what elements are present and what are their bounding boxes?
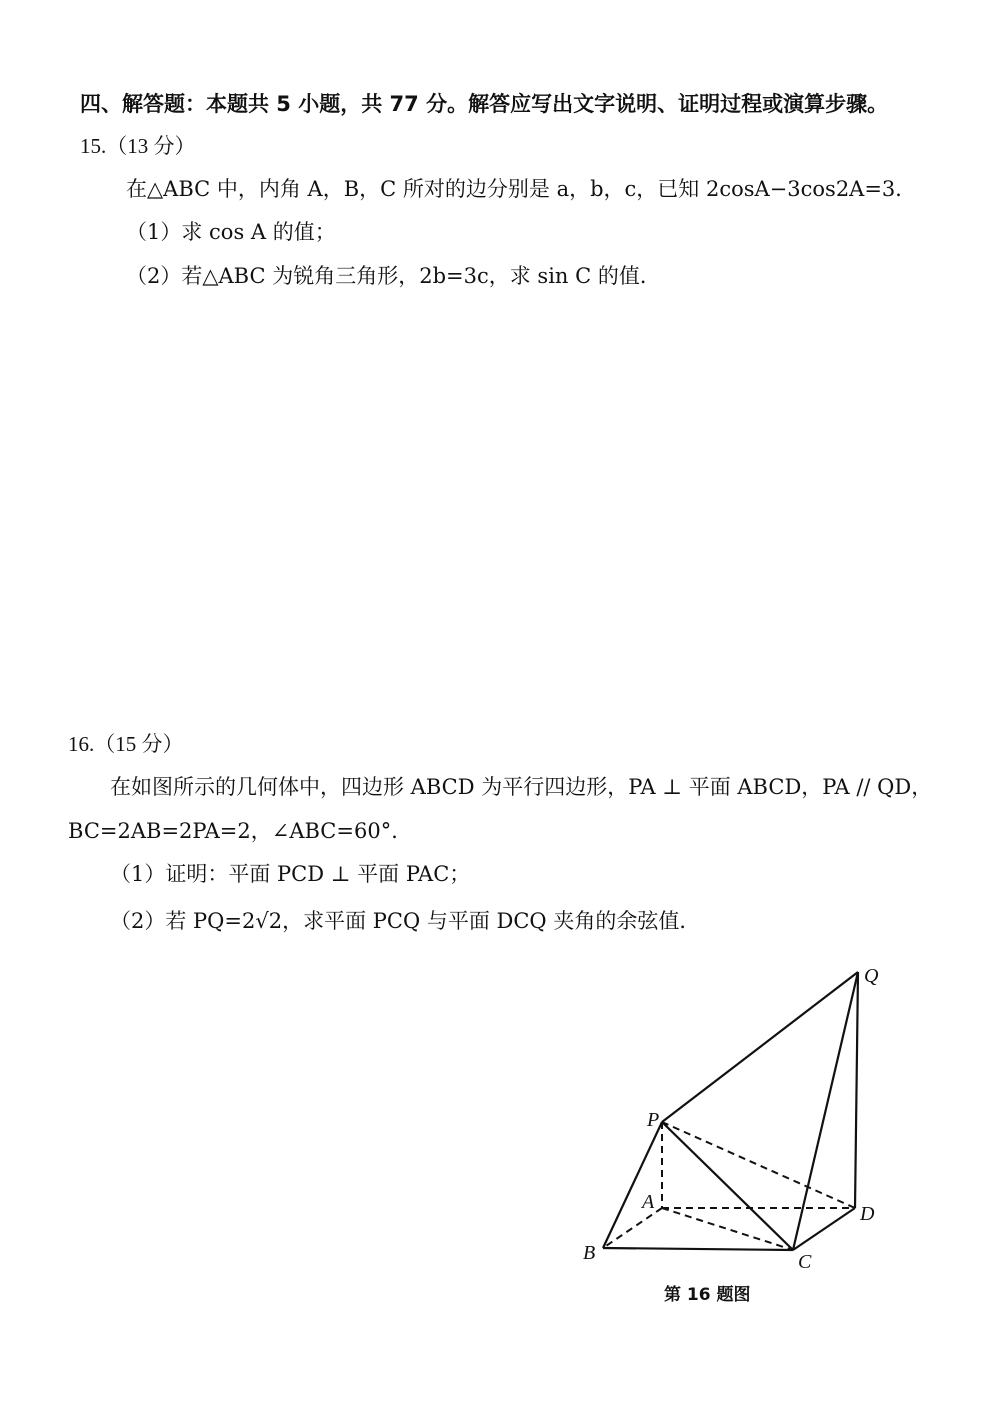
question-15-part-1: （1）求 cos A 的值； (126, 220, 336, 244)
vertex-label-P: P (647, 1109, 660, 1131)
edge-PC (662, 1122, 793, 1250)
question-16-part-2: （2）若 PQ=2√2，求平面 PCQ 与平面 DCQ 夹角的余弦值． (110, 909, 701, 933)
question-16-stem-line-1: 在如图所示的几何体中，四边形 ABCD 为平行四边形，PA ⊥ 平面 ABCD，PA // QD， (110, 775, 933, 799)
vertex-label-Q: Q (864, 965, 879, 987)
vertex-label-A: A (642, 1191, 655, 1213)
vertex-label-D: D (860, 1203, 875, 1225)
edge-BC (603, 1248, 793, 1250)
question-16-stem-line-2: BC=2AB=2PA=2，∠ABC=60°． (68, 819, 413, 843)
vertex-label-C: C (798, 1251, 812, 1273)
question-16-number: 16.（15 分） (68, 732, 184, 756)
section-title: 四、解答题：本题共 5 小题，共 77 分。解答应写出文字说明、证明过程或演算步骤。 (80, 92, 889, 116)
vertex-label-B: B (583, 1242, 596, 1264)
question-15-stem: 在△ABC 中，内角 A，B，C 所对的边分别是 a，b，c，已知 2cosA−3cos2A=3． (126, 177, 917, 201)
edge-PD (662, 1122, 855, 1208)
geometry-figure-svg (570, 955, 900, 1273)
figure-caption: 第 16 题图 (664, 1285, 751, 1305)
geometry-figure (570, 955, 900, 1273)
question-16-part-1: （1）证明：平面 PCD ⊥ 平面 PAC； (110, 862, 471, 886)
edge-AC (662, 1208, 793, 1250)
edge-QD (855, 972, 858, 1208)
question-15-part-2: （2）若△ABC 为锐角三角形，2b=3c，求 sin C 的值． (126, 264, 661, 288)
question-15-number: 15.（13 分） (80, 134, 196, 158)
